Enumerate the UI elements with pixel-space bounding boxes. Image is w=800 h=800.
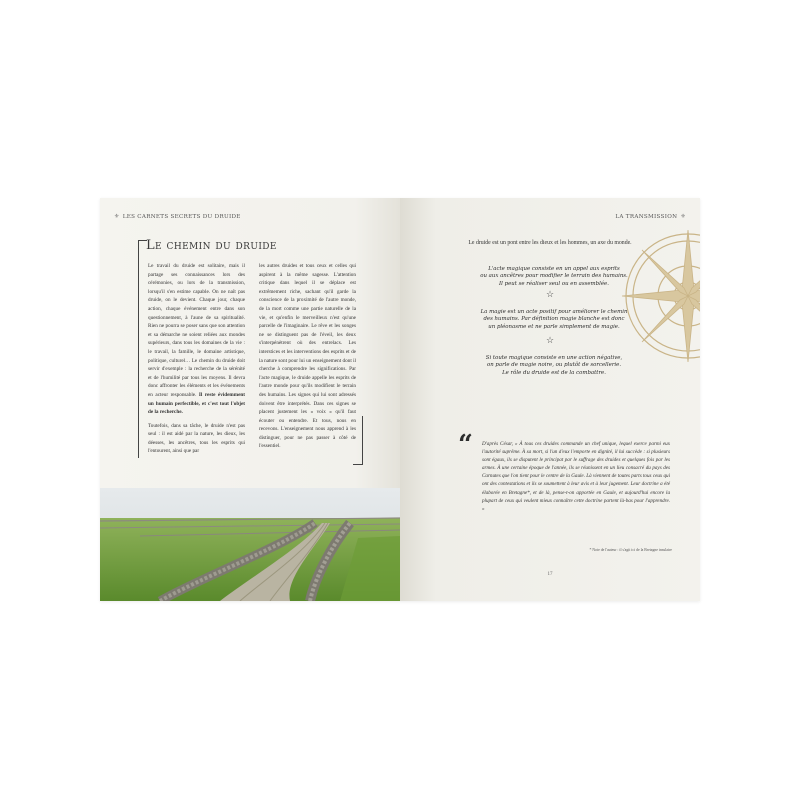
frame-line-horizontal-end bbox=[353, 464, 363, 465]
triskel-icon: ⚜ bbox=[680, 213, 686, 220]
frame-line-vertical bbox=[138, 240, 139, 458]
running-head-left bbox=[114, 213, 241, 220]
script-line: Il peut se réaliser seul ou en assemblée. bbox=[499, 280, 609, 287]
lead-sentence: Le druide est un pont entre les dieux et les hommes, un axe du monde. bbox=[468, 240, 632, 246]
script-line: Le rôle du druide est de la combattre. bbox=[502, 369, 606, 376]
text-column-2 bbox=[259, 262, 356, 456]
script-line: L'acte magique consiste en un appel aux esprits bbox=[488, 266, 620, 272]
script-line: on parle de magie noire, ou plutôt de sorcellerie. bbox=[486, 362, 622, 369]
star-icon: ☆ bbox=[545, 336, 555, 346]
running-head-left-text: LES CARNETS SECRETS DU DRUIDE bbox=[122, 213, 241, 220]
cesar-quote: D'après César, « À tous ces druides commande un chef unique, lequel exerce parmi eux l'autorité suprême. À sa mort, si l'un d'eux l'emporte en dignité, il lui succède : si plusieurs sont égaux, ils se disputent le principat par le suffrage des druides et quelques fois par les armes. À une certaine époque de l'année, ils se réunissent en un lieu consacré du pays des Carnutes que l'on tient pour le centre de la Gaule. Là viennent de toutes parts tous ceux qui ont des contestations et ils se soumettent à leur avis et à leur jugement. Leur doctrine a été élaborée en Bretagne*, et de là, pense-t-on apportée en Gaule, et aujourd'hui encore la plupart de ceux qui veulent mieux connaître cette doctrine partent là-bas pour l'apprendre. » bbox=[482, 441, 670, 512]
right-page bbox=[400, 198, 700, 601]
quote-mark-icon: “ bbox=[458, 430, 473, 460]
script-line: La magie est un acte positif pour améliorer le chemin bbox=[480, 309, 628, 315]
script-block-2 bbox=[418, 309, 690, 331]
left-page bbox=[100, 198, 400, 601]
page-number: 17 bbox=[547, 572, 553, 577]
script-block-1 bbox=[418, 266, 690, 288]
script-line: un pléonasme et ne parle simplement de magie. bbox=[488, 323, 620, 330]
paragraph: Le travail du druide est solitaire, mais il partage ses connaissances lors des cérémonies, ou lors de la transmission, lorsqu'il s'en estime capable. On ne naît pas druide, on le devient. Chaque jour, chaque action, chaque événement entre dans son questionnement, à l'aune de sa spiritualité. Rien ne pourra se poser sans que son attention et sa démarche ne soient reliées aux mondes supérieurs, dans tous les domaines de la vie : le travail, la famille, le domaine artistique, politique, culturel… Le chemin du druide doit servir d'exemple : la recherche de la sérénité et de l'humilité par tous les moyens. Il devra donc affronter les éléments et les événements en acteur responsable. Il reste évidemment un humain perfectible, et c'est tout l'objet de la recherche. bbox=[148, 263, 245, 416]
star-icon: ☆ bbox=[545, 290, 555, 300]
running-head-right bbox=[615, 213, 686, 220]
stone-wall-path-illustration bbox=[100, 488, 400, 601]
emphasis: Il reste évidemment un humain perfectible, et c'est tout l'objet de la recherche. bbox=[148, 391, 245, 416]
script-block-3 bbox=[418, 355, 690, 377]
chapter-title: Le chemin du druide bbox=[146, 238, 277, 253]
script-line: ou aux ancêtres pour modifier le terrain des humains. bbox=[480, 273, 628, 280]
footnote: * Note de l'auteur : il s'agit ici de la Bretagne insulaire bbox=[589, 548, 672, 552]
landscape-photo bbox=[100, 488, 400, 601]
triskel-icon: ⚜ bbox=[114, 213, 120, 220]
paragraph: Toutefois, dans sa tâche, le druide n'est pas seul : il est aidé par la nature, les dieux, les déesses, les ancêtres, tous les esprits qui l'entourent, ainsi que par bbox=[148, 422, 245, 455]
book-spread bbox=[100, 198, 700, 601]
paragraph: les autres druides et tous ceux et celles qui aspirent à la même sagesse. L'attention critique dans lequel il se déplace est extrêmement riche, sachant qu'il garde la conscience de la proximité de l'autre monde, de la mort comme une partie naturelle de la vie, et qu'enfin le merveilleux n'est qu'une parcelle de l'imaginaire. Le rêve et les songes ne se distinguent pas de l'éveil, les deux s'interpénètrent où des entrelacs. Les interstices et les interventions des esprits et de la nature sont pour lui un enseignement dont il cherche à comprendre les significations. Par l'acte magique, le druide appelle les esprits de l'autre monde pour qu'ils modifient le terrain des humains. Les signes qui lui sont adressés doivent être interprétés. Dans ces signes se placent justement les « voix » qu'il faut écouter ou entendre. Et tous, nous en recevons. L'enseignement nous apprend à les distinguer, pour ne pas passer à côté de l'essentiel. bbox=[259, 263, 356, 450]
script-line: Si toute magique consiste en une action négative, bbox=[485, 355, 623, 361]
text-column-1 bbox=[148, 262, 245, 461]
script-line: des humains. Par définition magie blanche est donc bbox=[483, 316, 625, 323]
running-head-right-text: LA TRANSMISSION bbox=[615, 213, 678, 220]
frame-line-vertical-end bbox=[362, 416, 363, 464]
